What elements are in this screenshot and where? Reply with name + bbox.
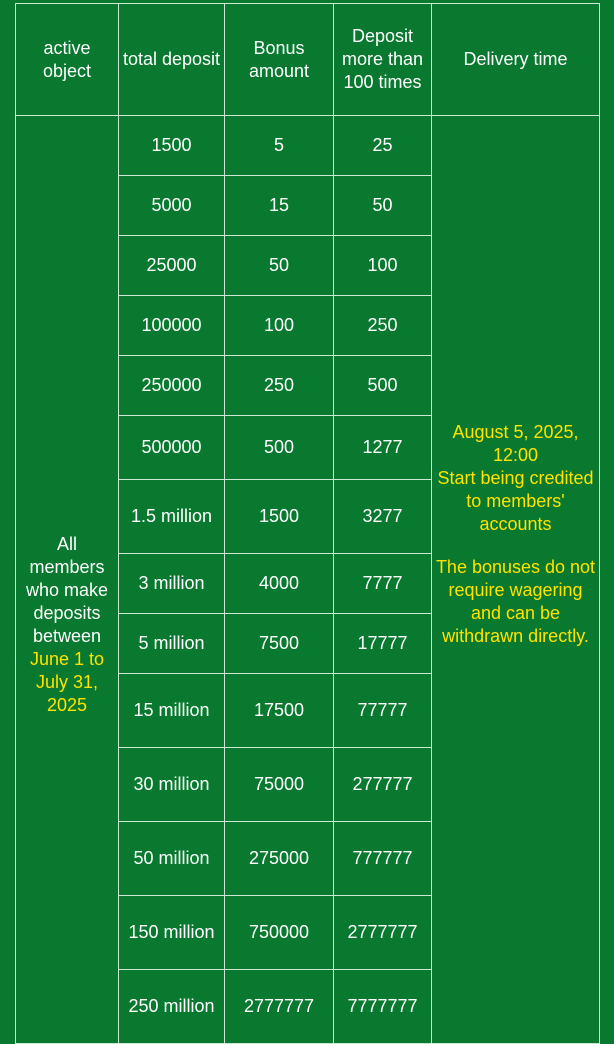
cell-bonus: 2777777 [225,970,334,1044]
delivery-withdraw-note: The bonuses do not require wagering and can be withdrawn directly. [435,557,596,646]
cell-bonus100: 50 [334,176,432,236]
cell-bonus100: 500 [334,356,432,416]
cell-bonus: 1500 [225,480,334,554]
cell-bonus100: 777777 [334,822,432,896]
cell-deposit: 5000 [119,176,225,236]
cell-deposit: 150 million [119,896,225,970]
cell-deposit: 1.5 million [119,480,225,554]
header-bonus-amount: Bonus amount [225,4,334,116]
table-body [16,116,600,1044]
cell-bonus100: 250 [334,296,432,356]
cell-bonus: 275000 [225,822,334,896]
cell-bonus: 100 [225,296,334,356]
cell-bonus100: 7777 [334,554,432,614]
cell-bonus100: 277777 [334,748,432,822]
eligibility-date-range: June 1 to July 31, 2025 [29,648,105,715]
cell-deposit: 100000 [119,296,225,356]
delivery-cell [432,116,600,1044]
cell-bonus: 7500 [225,614,334,674]
cell-deposit: 15 million [119,674,225,748]
delivery-date: August 5, 2025, 12:00 [452,422,579,465]
cell-bonus100: 100 [334,236,432,296]
delivery-spacer [434,536,597,556]
header-row [16,4,600,116]
eligibility-cell [16,116,119,1044]
cell-bonus: 250 [225,356,334,416]
header-total-deposit: total deposit [119,4,225,116]
cell-bonus100: 17777 [334,614,432,674]
cell-deposit: 250000 [119,356,225,416]
delivery-credit-note: Start being credited to members' accounts [437,468,594,534]
cell-bonus: 15 [225,176,334,236]
cell-bonus100: 77777 [334,674,432,748]
cell-bonus100: 2777777 [334,896,432,970]
cell-deposit: 5 million [119,614,225,674]
bonus-table [15,3,600,1044]
header-delivery-time: Delivery time [432,4,600,116]
cell-deposit: 3 million [119,554,225,614]
cell-bonus100: 1277 [334,416,432,480]
cell-bonus100: 25 [334,116,432,176]
header-deposit-100: Deposit more than 100 times [334,4,432,116]
cell-deposit: 30 million [119,748,225,822]
cell-bonus: 500 [225,416,334,480]
eligibility-text: All members who make deposits between [25,533,109,646]
cell-bonus100: 7777777 [334,970,432,1044]
cell-bonus100: 3277 [334,480,432,554]
cell-bonus: 17500 [225,674,334,748]
header-active-object: active object [16,4,119,116]
cell-bonus: 750000 [225,896,334,970]
cell-deposit: 50 million [119,822,225,896]
cell-deposit: 1500 [119,116,225,176]
cell-deposit: 500000 [119,416,225,480]
table-row [16,116,600,176]
cell-deposit: 250 million [119,970,225,1044]
cell-deposit: 25000 [119,236,225,296]
cell-bonus: 75000 [225,748,334,822]
cell-bonus: 4000 [225,554,334,614]
cell-bonus: 50 [225,236,334,296]
cell-bonus: 5 [225,116,334,176]
